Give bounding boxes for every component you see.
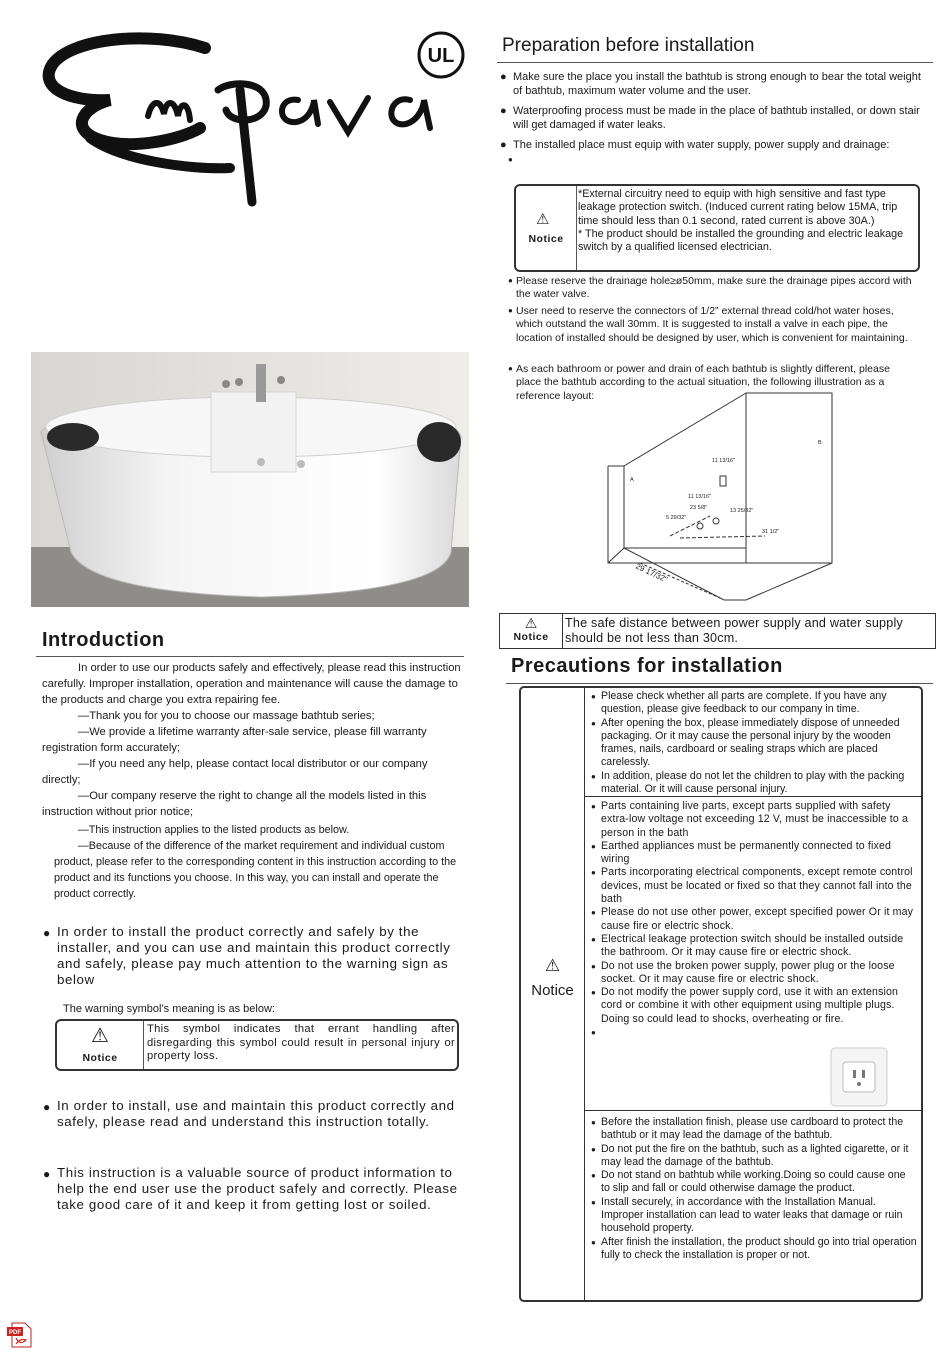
pdf-icon[interactable] — [6, 1322, 34, 1348]
svg-text:29 17/32": 29 17/32" — [634, 561, 669, 585]
list-item: ● Parts containing live parts, except parts supplied with safety extra-low voltage not exceeding 12 V, must be inaccessible to a person in the bath — [591, 800, 909, 839]
warning-triangle-icon: ⚠ — [544, 956, 561, 975]
bathtub-photo — [31, 352, 469, 607]
divider — [36, 656, 464, 657]
notice-text-line: *External circuitry need to equip with high sensitive and fast type leakage protection switch. (Induced current rating below 15MA, trip time should less than 0.1 second, rated current is above 30A.) — [578, 188, 898, 227]
list-item: ● Install securely, in accordance with the Installation Manual. Improper installation can lead to water leaks that damage or ruin household property. — [591, 1195, 903, 1235]
prep-bullet: ● Waterproofing process must be made in the place of bathtub installed, or down stair will get damaged if water leaks. — [500, 105, 920, 131]
list-item: ● Do not modify the power supply cord, use it with an extension cord or combine it with other equipment using multiple plugs. Doing so could lead to shocks, overheating or fire. — [591, 986, 899, 1025]
svg-text:31 1/2": 31 1/2" — [762, 529, 780, 535]
precautions-group-3 — [591, 1116, 917, 1262]
warning-triangle-icon: ⚠ — [91, 1025, 109, 1047]
list-item: ● Do not use the broken power supply, power plug or the loose socket. Or it may cause fire or electric shock. — [591, 959, 895, 985]
list-item: ● Before the installation finish, please use cardboard to protect the bathtub or it may lead the damage of the bathtub. — [591, 1116, 904, 1142]
preparation-title: Preparation before installation — [502, 35, 755, 56]
warning-triangle-icon: ⚠ — [524, 615, 538, 631]
bullet-dot: ● — [43, 1167, 51, 1181]
warning-caption: The warning symbol’s meaning is as below: — [63, 1003, 275, 1015]
svg-text:PDF: PDF — [9, 1330, 21, 1336]
bullet-dot: ● — [508, 306, 513, 315]
intro-paragraph: —This instruction applies to the listed products as below. — [78, 824, 350, 836]
notice-label-cell — [516, 186, 577, 270]
list-item: ● After opening the box, please immediately dispose of unneeded packaging. Or it may cause the personal injury by the wooden frames, nails, cardboard or sealing straps which are placed carelessly. — [591, 716, 900, 769]
safe-distance-notice — [499, 613, 936, 649]
notice-text — [578, 188, 914, 254]
notice-label: Notice — [82, 1052, 118, 1064]
empava-logo — [30, 20, 475, 220]
bullet-dot: ● — [43, 926, 51, 940]
introduction-title: Introduction — [42, 629, 165, 651]
intro-paragraph: —Our company reserve the right to change all the models listed in this instruction without prior notice; — [42, 790, 427, 818]
circuitry-notice-box — [514, 184, 920, 272]
list-item: ● After finish the installation, the product should go into trial operation fully to check the installation is proper or not. — [591, 1235, 917, 1261]
list-item: ● Do not stand on bathtub while working.Doing so could cause one to slip and fall or could otherwise damage the product. — [591, 1169, 906, 1195]
list-item: ● Please do not use other power, except specified power Or it may cause fire or electric shock. — [591, 906, 914, 932]
bullet-dot: ● — [508, 364, 513, 373]
bullet-dot: ● — [500, 71, 507, 83]
warning-symbol-box — [55, 1019, 459, 1071]
intro-paragraph: —Because of the difference of the market requirement and individual custom product, please refer to the corresponding content in this instruction according to the product and its functions you choose. In this way, you can install and operate the product correctly. — [54, 840, 457, 900]
svg-text:5 29/32": 5 29/32" — [666, 515, 687, 521]
prep-bullet: ● The installed place must equip with water supply, power supply and drainage: — [500, 139, 890, 151]
safe-distance-text: The safe distance between power supply and water supply should be not less than 30cm. — [565, 616, 903, 645]
precautions-group-2: ● Parts containing live parts, except parts supplied with safety extra-low voltage not exceeding 12 V, must be inaccessible to a person in the bath ● Earthed appliances must be permanently connected to fixed wiring ● Parts incorporating electrical components, except remote control devices, must be located or fixed so that they cannot fall into the bath ● Please do not use other power, except specified power Or it may cause fire or electric shock. ● Electrical leakage protection switch should be installed outside the bathroom. Or it may cause fire or electric shock. ● Do not use the broken power supply, power plug or the loose socket. Or it may cause fire or electric shock. ● Do not modify the power supply cord, use it with an extension cord or combine it with other equipment using multiple plugs. Doing so could lead to shocks, overheating or fire. ● — [591, 800, 917, 1026]
intro-paragraph: —Thank you for you to choose our massage bathtub series; — [78, 710, 375, 722]
list-item: ● Please check whether all parts are complete. If you have any question, please give feedback to our company in time. — [591, 690, 887, 716]
ul-certification-icon — [416, 30, 466, 80]
notice-label: Notice — [531, 982, 574, 999]
intro-bullet: ● In order to install, use and maintain this product correctly and safely, please read and understand this instruction totally. — [43, 1098, 455, 1129]
introduction-body — [42, 660, 466, 902]
intro-paragraph: In order to use our products safely and effectively, please read this instruction carefully. Improper installation, operation and maintenance will cause the damage to the products and charge you extra repairing fee. — [42, 662, 461, 706]
intro-paragraph: —If you need any help, please contact local distributor or our company directly; — [42, 758, 428, 786]
wall-socket-image — [829, 1046, 889, 1108]
precautions-table — [519, 686, 923, 1302]
warning-triangle-icon: ⚠ — [536, 211, 550, 228]
svg-text:11 13/16": 11 13/16" — [688, 494, 711, 500]
empty-bullet: ● — [508, 155, 513, 164]
notice-label: Notice — [528, 233, 564, 245]
intro-bullet: ● In order to install the product correctly and safely by the installer, and you can use and maintain this product correctly and safely, please pay much attention to the warning sign as below — [43, 924, 451, 987]
notice-text-line: * The product should be installed the grounding and electric leakage switch by a qualified licensed electrician. — [578, 227, 904, 254]
notice-label-cell — [500, 614, 563, 648]
prep-sub-bullet: ● As each bathroom or power and drain of each bathtub is slightly different, please place the bathtub according to the actual situation, the following illustration as a reference layout: — [508, 363, 890, 402]
svg-text:11 13/16": 11 13/16" — [712, 458, 735, 464]
list-item: ● In addition, please do not let the children to play with the packing material. Or it will cause personal injury. — [591, 769, 905, 796]
prep-sub-bullet: ● Please reserve the drainage hole≥ø50mm, make sure the drainage pipes accord with the water valve. — [508, 275, 912, 301]
list-item: ● Electrical leakage protection switch should be installed outside the bathroom. Or it may cause fire or electric shock. — [591, 932, 904, 959]
svg-text:UL: UL — [427, 45, 455, 67]
svg-text:23 5/8": 23 5/8" — [690, 505, 708, 511]
prep-bullet: ● Make sure the place you install the bathtub is strong enough to bear the total weight of bathtub, maximum water volume and the user. — [500, 71, 921, 97]
intro-paragraph: —We provide a lifetime warranty after-sale service, please fill warranty registration form accurately; — [42, 726, 427, 754]
list-item: ● Earthed appliances must be permanently connected to fixed wiring — [591, 839, 892, 866]
svg-text:B: B — [818, 440, 822, 446]
prep-sub-bullet: ● User need to reserve the connectors of 1/2” external thread cold/hot water hoses, which outstand the wall 30mm. It is suggested to install a valve in each pipe, the location of installed should be designed by user, which is convenient for maintaining. — [508, 305, 908, 344]
precautions-group-1 — [591, 690, 915, 796]
list-item: ● Parts incorporating electrical components, except remote control devices, must be located or fixed so that they cannot fall into the bath — [591, 866, 913, 906]
svg-text:A: A — [630, 477, 634, 483]
bullet-dot: ● — [500, 105, 507, 117]
bullet-dot: ● — [43, 1100, 51, 1114]
notice-label-cell — [57, 1021, 144, 1069]
svg-text:13 25/32": 13 25/32" — [730, 508, 754, 514]
intro-bullet: ● This instruction is a valuable source of product information to help the end user use the product safely and correctly. Please take good care of it and keep it from getting lost or soiled. — [43, 1165, 458, 1212]
divider — [497, 62, 933, 63]
divider — [506, 683, 933, 684]
notice-label-cell — [521, 956, 584, 999]
notice-label: Notice — [513, 631, 549, 643]
row-divider — [585, 1110, 921, 1111]
bullet-dot: ● — [500, 139, 507, 151]
bullet-dot: ● — [508, 276, 513, 285]
reference-layout-diagram — [600, 388, 850, 603]
warning-text: This symbol indicates that errant handling after disregarding this symbol could result in personal injury or property loss. — [147, 1023, 455, 1062]
list-item: ● Do not put the fire on the bathtub, such as a lighted cigarette, or it may lead the damage of the bathtub. — [591, 1142, 909, 1168]
precautions-title: Precautions for installation — [511, 655, 783, 677]
column-divider — [584, 688, 585, 1300]
